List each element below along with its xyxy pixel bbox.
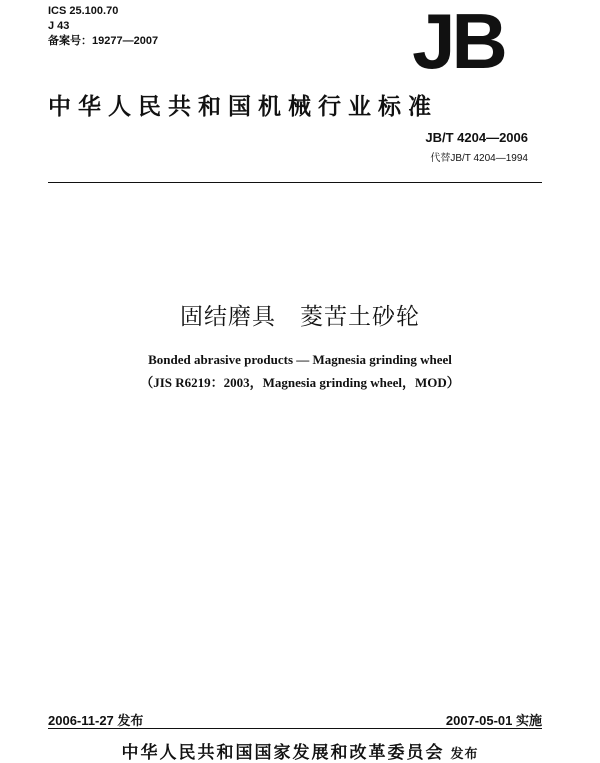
top-divider bbox=[48, 182, 542, 183]
publisher-line bbox=[0, 738, 600, 763]
replaces-standard: 代替JB/T 4204—1994 bbox=[430, 153, 528, 164]
title-english-reference: （JIS R6219：2003，Magnesia grinding wheel，MOD） bbox=[140, 375, 460, 390]
classification-code: J 43 bbox=[48, 20, 70, 32]
jb-logo-text: JB bbox=[412, 4, 504, 74]
filing-number: 备案号：19277—2007 bbox=[48, 35, 159, 47]
implementation-date: 2007-05-01 实施 bbox=[445, 713, 542, 728]
title-english: Bonded abrasive products — Magnesia grinding wheel bbox=[148, 352, 452, 367]
jb-logo bbox=[398, 4, 518, 74]
standard-number: JB/T 4204—2006 bbox=[425, 130, 528, 145]
bottom-divider bbox=[48, 728, 542, 729]
title-chinese: 固结磨具 菱苦土砂轮 bbox=[180, 304, 420, 330]
publisher-suffix: 发布 bbox=[450, 746, 479, 761]
ministry-title: 中华人民共和国机械行业标准 bbox=[48, 93, 438, 119]
publisher-name: 中华人民共和国国家发展和改革委员会 bbox=[121, 743, 445, 762]
ics-code: ICS 25.100.70 bbox=[48, 5, 119, 17]
issue-date: 2006-11-27 发布 bbox=[48, 713, 144, 728]
